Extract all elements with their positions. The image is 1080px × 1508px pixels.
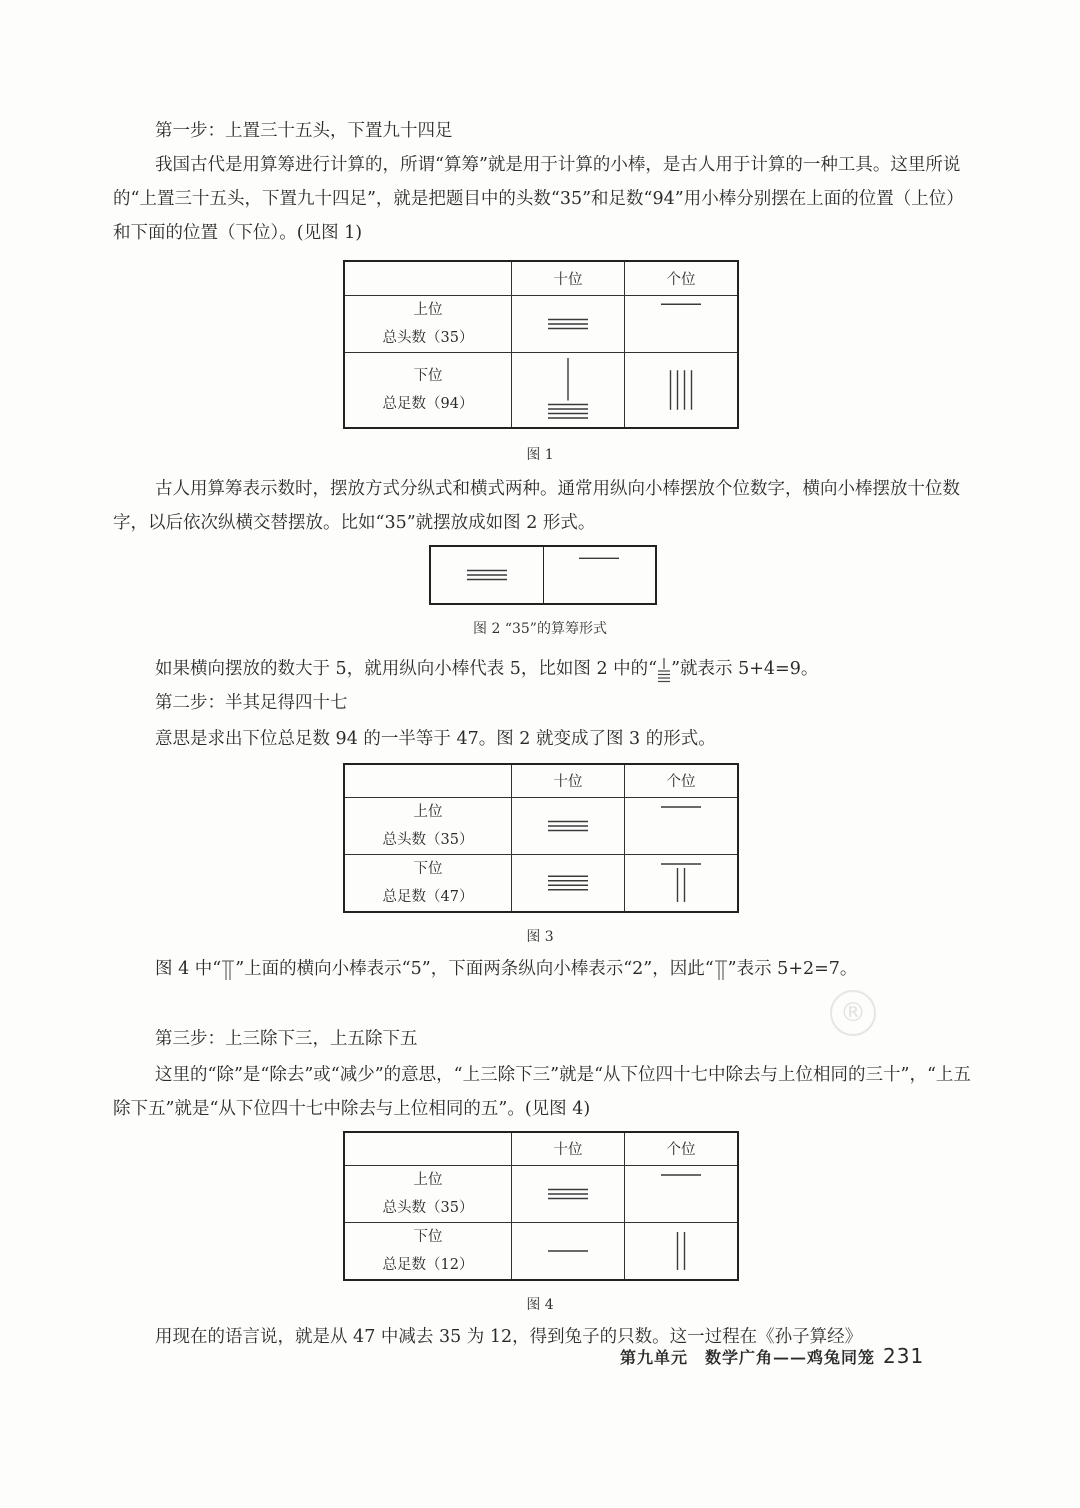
rod-numeral-ones [651,801,711,851]
header-tens: 十位 [512,1132,625,1165]
registered-watermark: ® [830,990,876,1036]
rod-numeral-tens [538,298,598,350]
rod-seven-icon [221,958,235,982]
text-segment: ”表示 5+2=7。 [727,959,858,979]
row-sublabel: 总头数（35） [382,1199,474,1216]
step1-heading: 第一步：上置三十五头，下置九十四足 [155,121,453,141]
header-blank-cell [344,1132,512,1165]
header-ones: 个位 [625,1132,739,1165]
paragraph-five-rule [113,652,971,686]
rod-numeral-tens [538,1169,598,1219]
figure-3-caption: 图 3 [526,929,554,945]
figure-1-table [343,260,739,429]
row-label: 下位 [413,1228,443,1245]
row-label: 下位 [413,367,443,384]
header-blank-cell [344,261,512,295]
header-ones: 个位 [625,764,739,797]
paragraph-rod-notation: 古人用算筹表示数时，摆放方式分纵式和横式两种。通常用纵向小棒摆放个位数字，横向小棒摆放十位数字，以后依次纵横交替摆放。比如“35”就摆放成如图 2 形式。 [113,479,960,533]
figure-2-caption: 图 2 “35”的算筹形式 [473,621,607,637]
rod-numeral-ones [651,298,711,350]
rod-numeral-ones [651,364,711,416]
page-footer [620,1344,924,1368]
rod-numeral-tens [538,354,598,426]
figure-3-table [343,763,739,913]
page-number: 231 [883,1344,925,1368]
figure-2-box [429,545,657,605]
row-sublabel: 总足数（12） [382,1256,474,1273]
row-label: 上位 [413,301,443,318]
step2-heading: 第二步：半其足得四十七 [155,693,348,713]
paragraph-seven-explanation [113,952,971,986]
step3-heading: 第三步：上三除下三，上五除下五 [155,1029,418,1049]
header-tens: 十位 [512,764,625,797]
row-sublabel: 总头数（35） [382,329,474,346]
rod-numeral-ones [651,1226,711,1276]
rod-numeral-ones [569,553,629,597]
text-segment: 如果横向摆放的数大于 5，就用纵向小棒代表 5，比如图 2 中的“ [155,659,658,679]
footer-unit-title: 第九单元 数学广角——鸡兔同笼 [620,1348,876,1367]
rod-numeral-ones [651,858,711,908]
paragraph-conclusion: 用现在的语言说，就是从 47 中减去 35 为 12，得到兔子的只数。这一过程在《孙子算经》 [155,1327,863,1347]
text-segment: ”就表示 5+4=9。 [671,659,819,679]
header-tens: 十位 [512,261,625,295]
figure-4-caption: 图 4 [526,1297,554,1313]
step1-paragraph: 我国古代是用算筹进行计算的，所谓“算筹”就是用于计算的小棒，是古人用于计算的一种工具。这里所说的“上置三十五头，下置九十四足”，就是把题目中的头数“35”和足数“94”用小棒分别摆在上面的位置（上位）和下面的位置（下位）。(见图 1) [113,155,964,243]
rod-seven-icon [714,958,728,982]
row-sublabel: 总足数（94） [382,395,474,412]
rod-numeral-tens [538,858,598,908]
figure-1-caption: 图 1 [526,447,554,463]
step2-paragraph: 意思是求出下位总足数 94 的一半等于 47。图 2 就变成了图 3 的形式。 [155,729,716,749]
text-segment: 图 4 中“ [155,959,222,979]
rod-numeral-tens [457,553,517,597]
row-label: 上位 [413,803,443,820]
step3-paragraph: 这里的“除”是“除去”或“减少”的意思，“上三除下三”就是“从下位四十七中除去与上位相同的三十”，“上五除下五”就是“从下位四十七中除去与上位相同的五”。(见图 4) [113,1065,971,1119]
row-label: 下位 [413,860,443,877]
figure-4-table [343,1131,739,1281]
row-label: 上位 [413,1171,443,1188]
header-blank-cell [344,764,512,797]
rod-numeral-tens [538,801,598,851]
header-ones: 个位 [625,261,739,295]
rod-numeral-ones [651,1169,711,1219]
text-segment: ”上面的横向小棒表示“5”，下面两条纵向小棒表示“2”，因此“ [235,959,714,979]
rod-numeral-tens [538,1226,598,1276]
row-sublabel: 总足数（47） [382,888,474,905]
row-sublabel: 总头数（35） [382,831,474,848]
rod-nine-icon [657,657,671,683]
